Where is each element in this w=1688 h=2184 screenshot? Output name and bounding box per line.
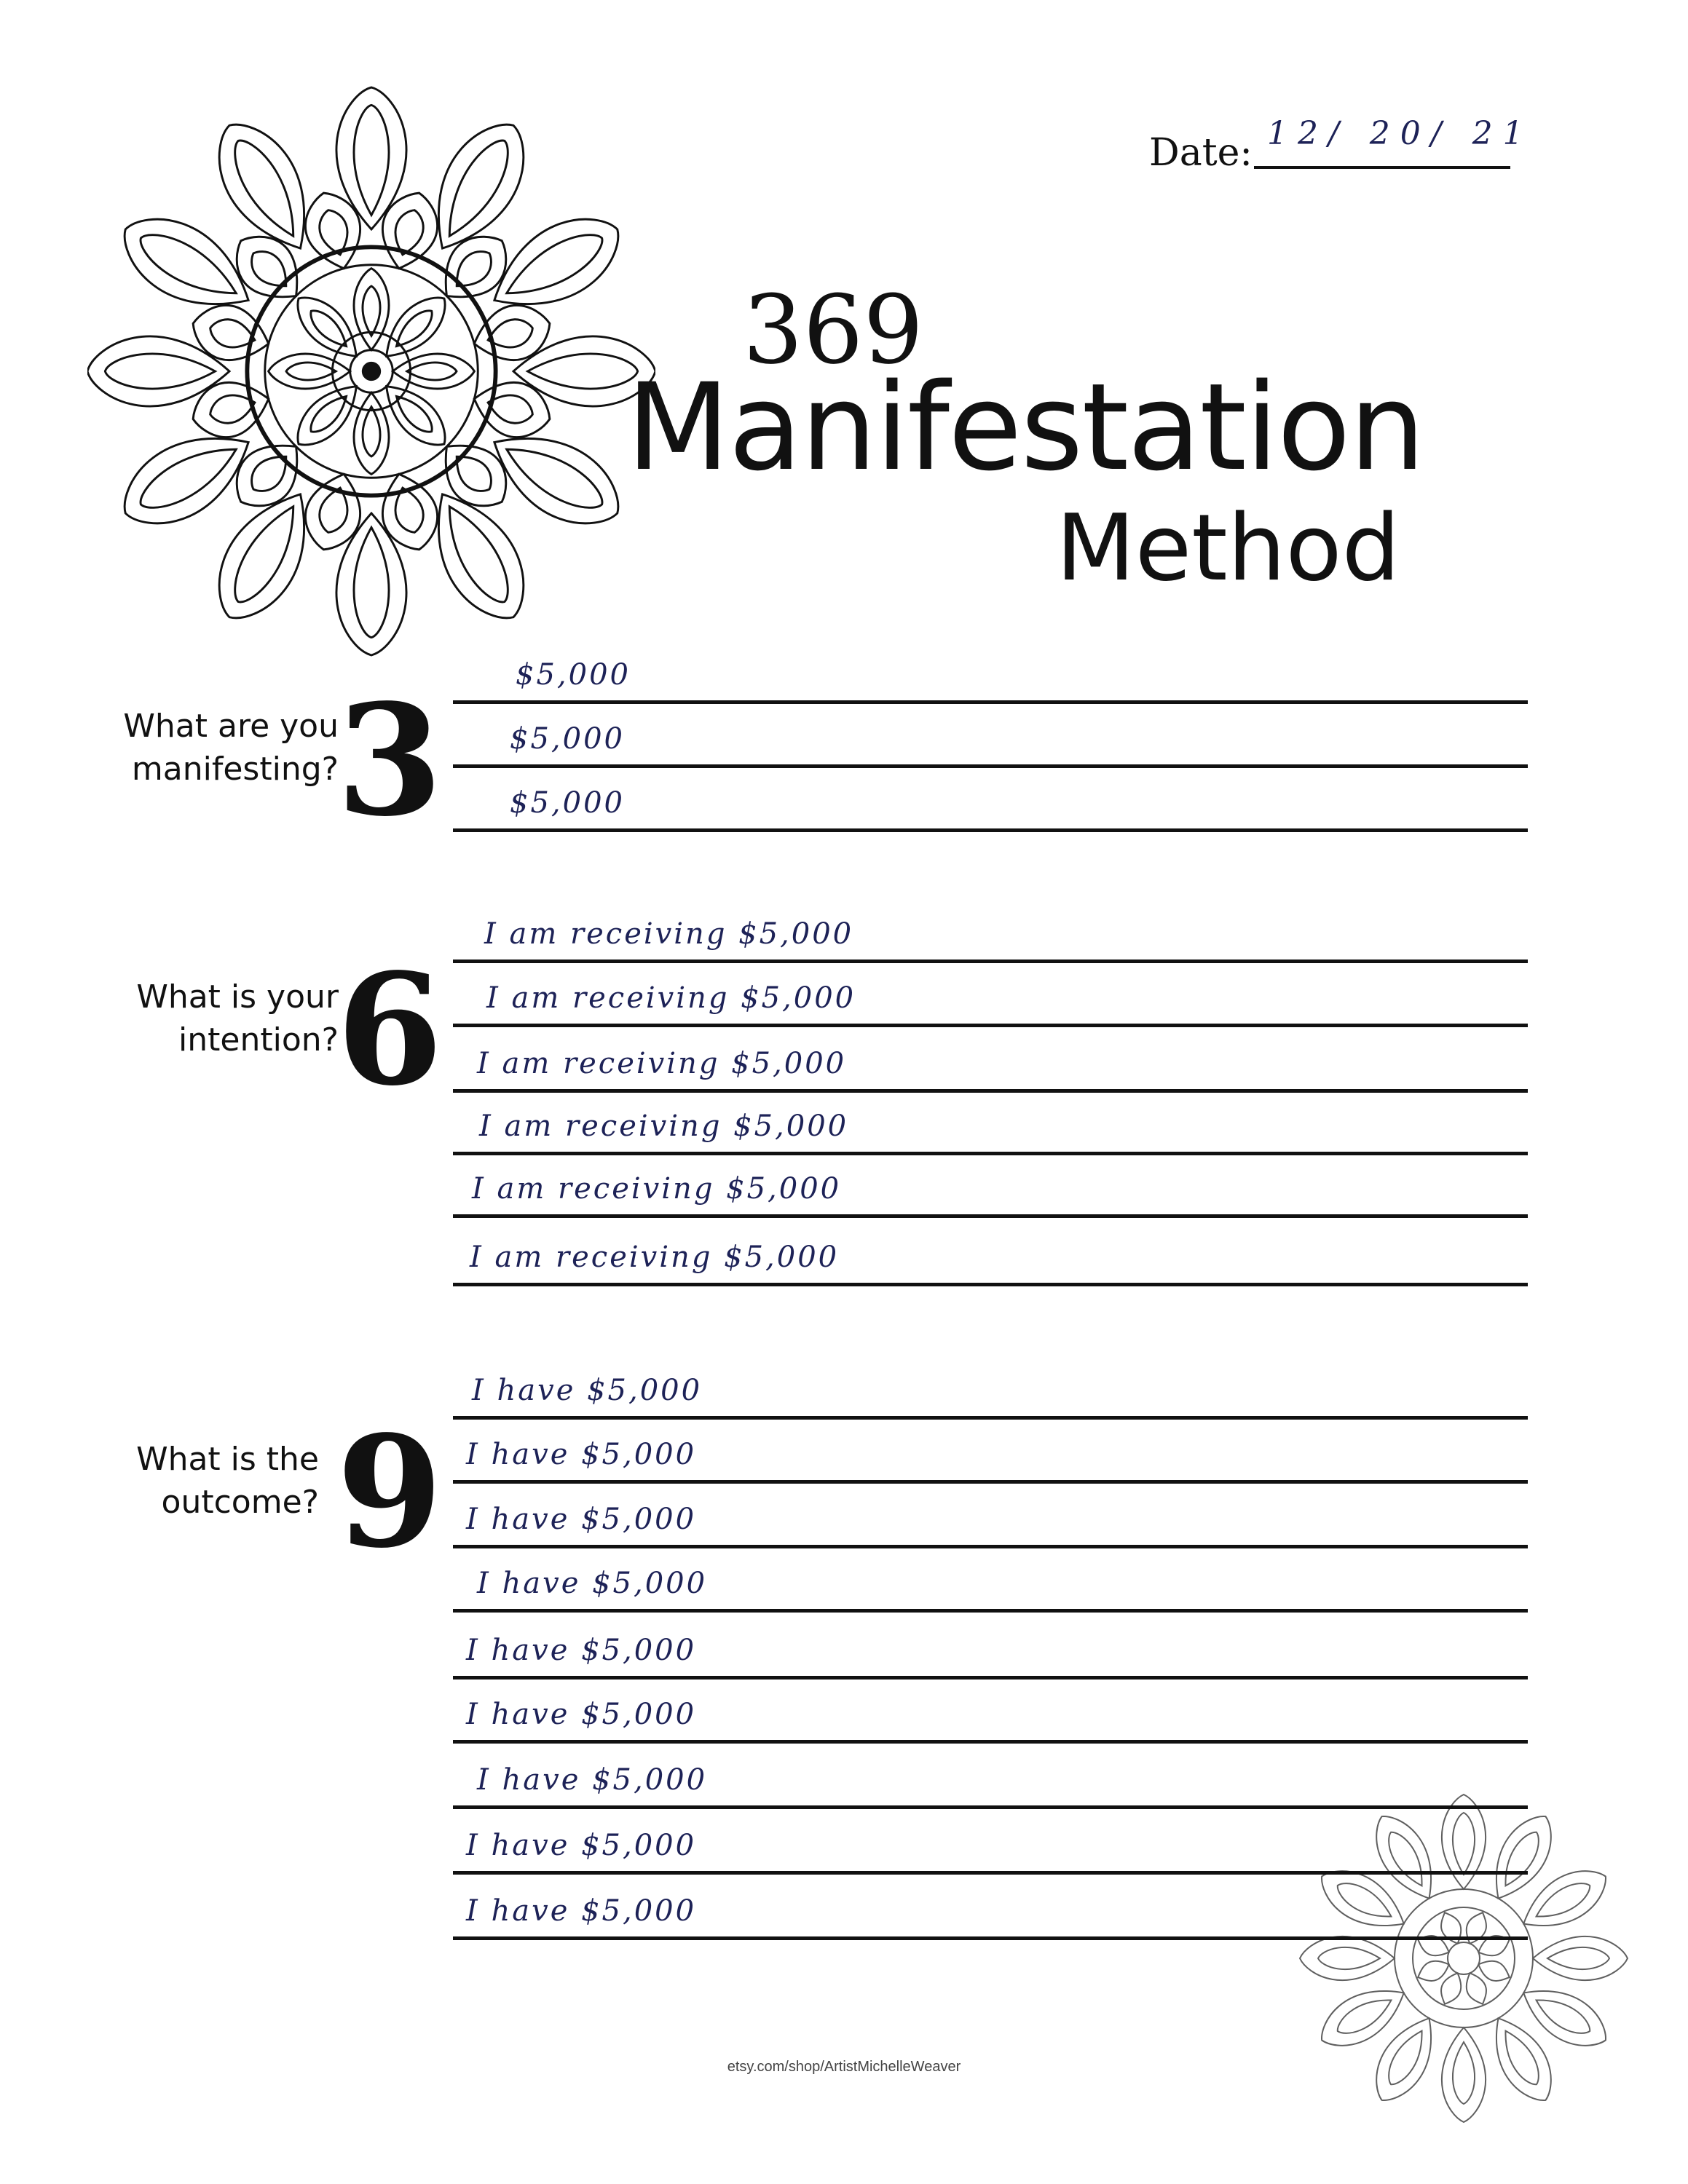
writing-line[interactable] [453, 960, 1528, 963]
section-9-number: 9 [336, 1402, 443, 1582]
writing-line[interactable] [453, 1214, 1528, 1218]
handwritten-entry: I have $5,000 [466, 1503, 697, 1536]
handwritten-entry: I am receiving $5,000 [470, 1241, 840, 1274]
section-6-prompt [76, 976, 339, 1062]
handwritten-entry: $5,000 [510, 722, 625, 756]
date-label: Date: [1149, 131, 1253, 175]
handwritten-entry: I have $5,000 [466, 1829, 697, 1862]
page-title: Manifestation [626, 357, 1424, 497]
title-number: 369 [743, 274, 924, 385]
handwritten-entry: I am receiving $5,000 [479, 1109, 849, 1143]
writing-line[interactable] [453, 700, 1528, 704]
handwritten-entry: I am receiving $5,000 [486, 981, 856, 1015]
writing-line[interactable] [453, 1283, 1528, 1286]
writing-line[interactable] [453, 764, 1528, 768]
handwritten-entry: I have $5,000 [466, 1698, 697, 1731]
handwritten-entry: $5,000 [516, 658, 631, 692]
page-subtitle: Method [1056, 494, 1400, 601]
mandala-illustration [87, 73, 655, 670]
handwritten-entry: I have $5,000 [477, 1763, 708, 1797]
mandala-illustration-small [1296, 1776, 1631, 2140]
writing-line[interactable] [453, 1609, 1528, 1613]
prompt-line: outcome? [161, 1484, 319, 1522]
handwritten-entry: I have $5,000 [466, 1634, 697, 1667]
handwritten-entry: I have $5,000 [472, 1374, 703, 1407]
writing-line[interactable] [453, 1740, 1528, 1744]
prompt-line: What is the [136, 1441, 319, 1478]
handwritten-entry: I have $5,000 [466, 1438, 697, 1471]
prompt-line: manifesting? [131, 751, 339, 788]
handwritten-entry: I am receiving $5,000 [472, 1172, 842, 1206]
writing-line[interactable] [453, 1545, 1528, 1548]
handwritten-entry: I am receiving $5,000 [484, 917, 854, 951]
writing-line[interactable] [453, 828, 1528, 832]
section-6-number: 6 [336, 940, 443, 1120]
writing-line[interactable] [453, 1676, 1528, 1679]
writing-line[interactable] [453, 1480, 1528, 1484]
date-line [1254, 166, 1510, 169]
prompt-line: intention? [178, 1021, 339, 1059]
writing-line[interactable] [453, 1416, 1528, 1420]
writing-line[interactable] [453, 1089, 1528, 1093]
section-3-number: 3 [336, 670, 443, 850]
prompt-line: What is your [136, 978, 339, 1016]
section-9-prompt [57, 1438, 319, 1524]
handwritten-entry: I am receiving $5,000 [477, 1047, 847, 1080]
writing-line[interactable] [453, 1805, 1528, 1809]
handwritten-entry: I have $5,000 [466, 1894, 697, 1928]
prompt-line: What are you [123, 708, 339, 745]
footer-credit: etsy.com/shop/ArtistMichelleWeaver [727, 2059, 961, 2075]
handwritten-entry: $5,000 [510, 786, 625, 820]
writing-line[interactable] [453, 1936, 1528, 1940]
handwritten-entry: I have $5,000 [477, 1567, 708, 1600]
date-value: 12/ 20/ 21 [1267, 115, 1534, 152]
writing-line[interactable] [453, 1152, 1528, 1155]
section-3-prompt [76, 705, 339, 791]
writing-line[interactable] [453, 1871, 1528, 1875]
writing-line[interactable] [453, 1024, 1528, 1027]
